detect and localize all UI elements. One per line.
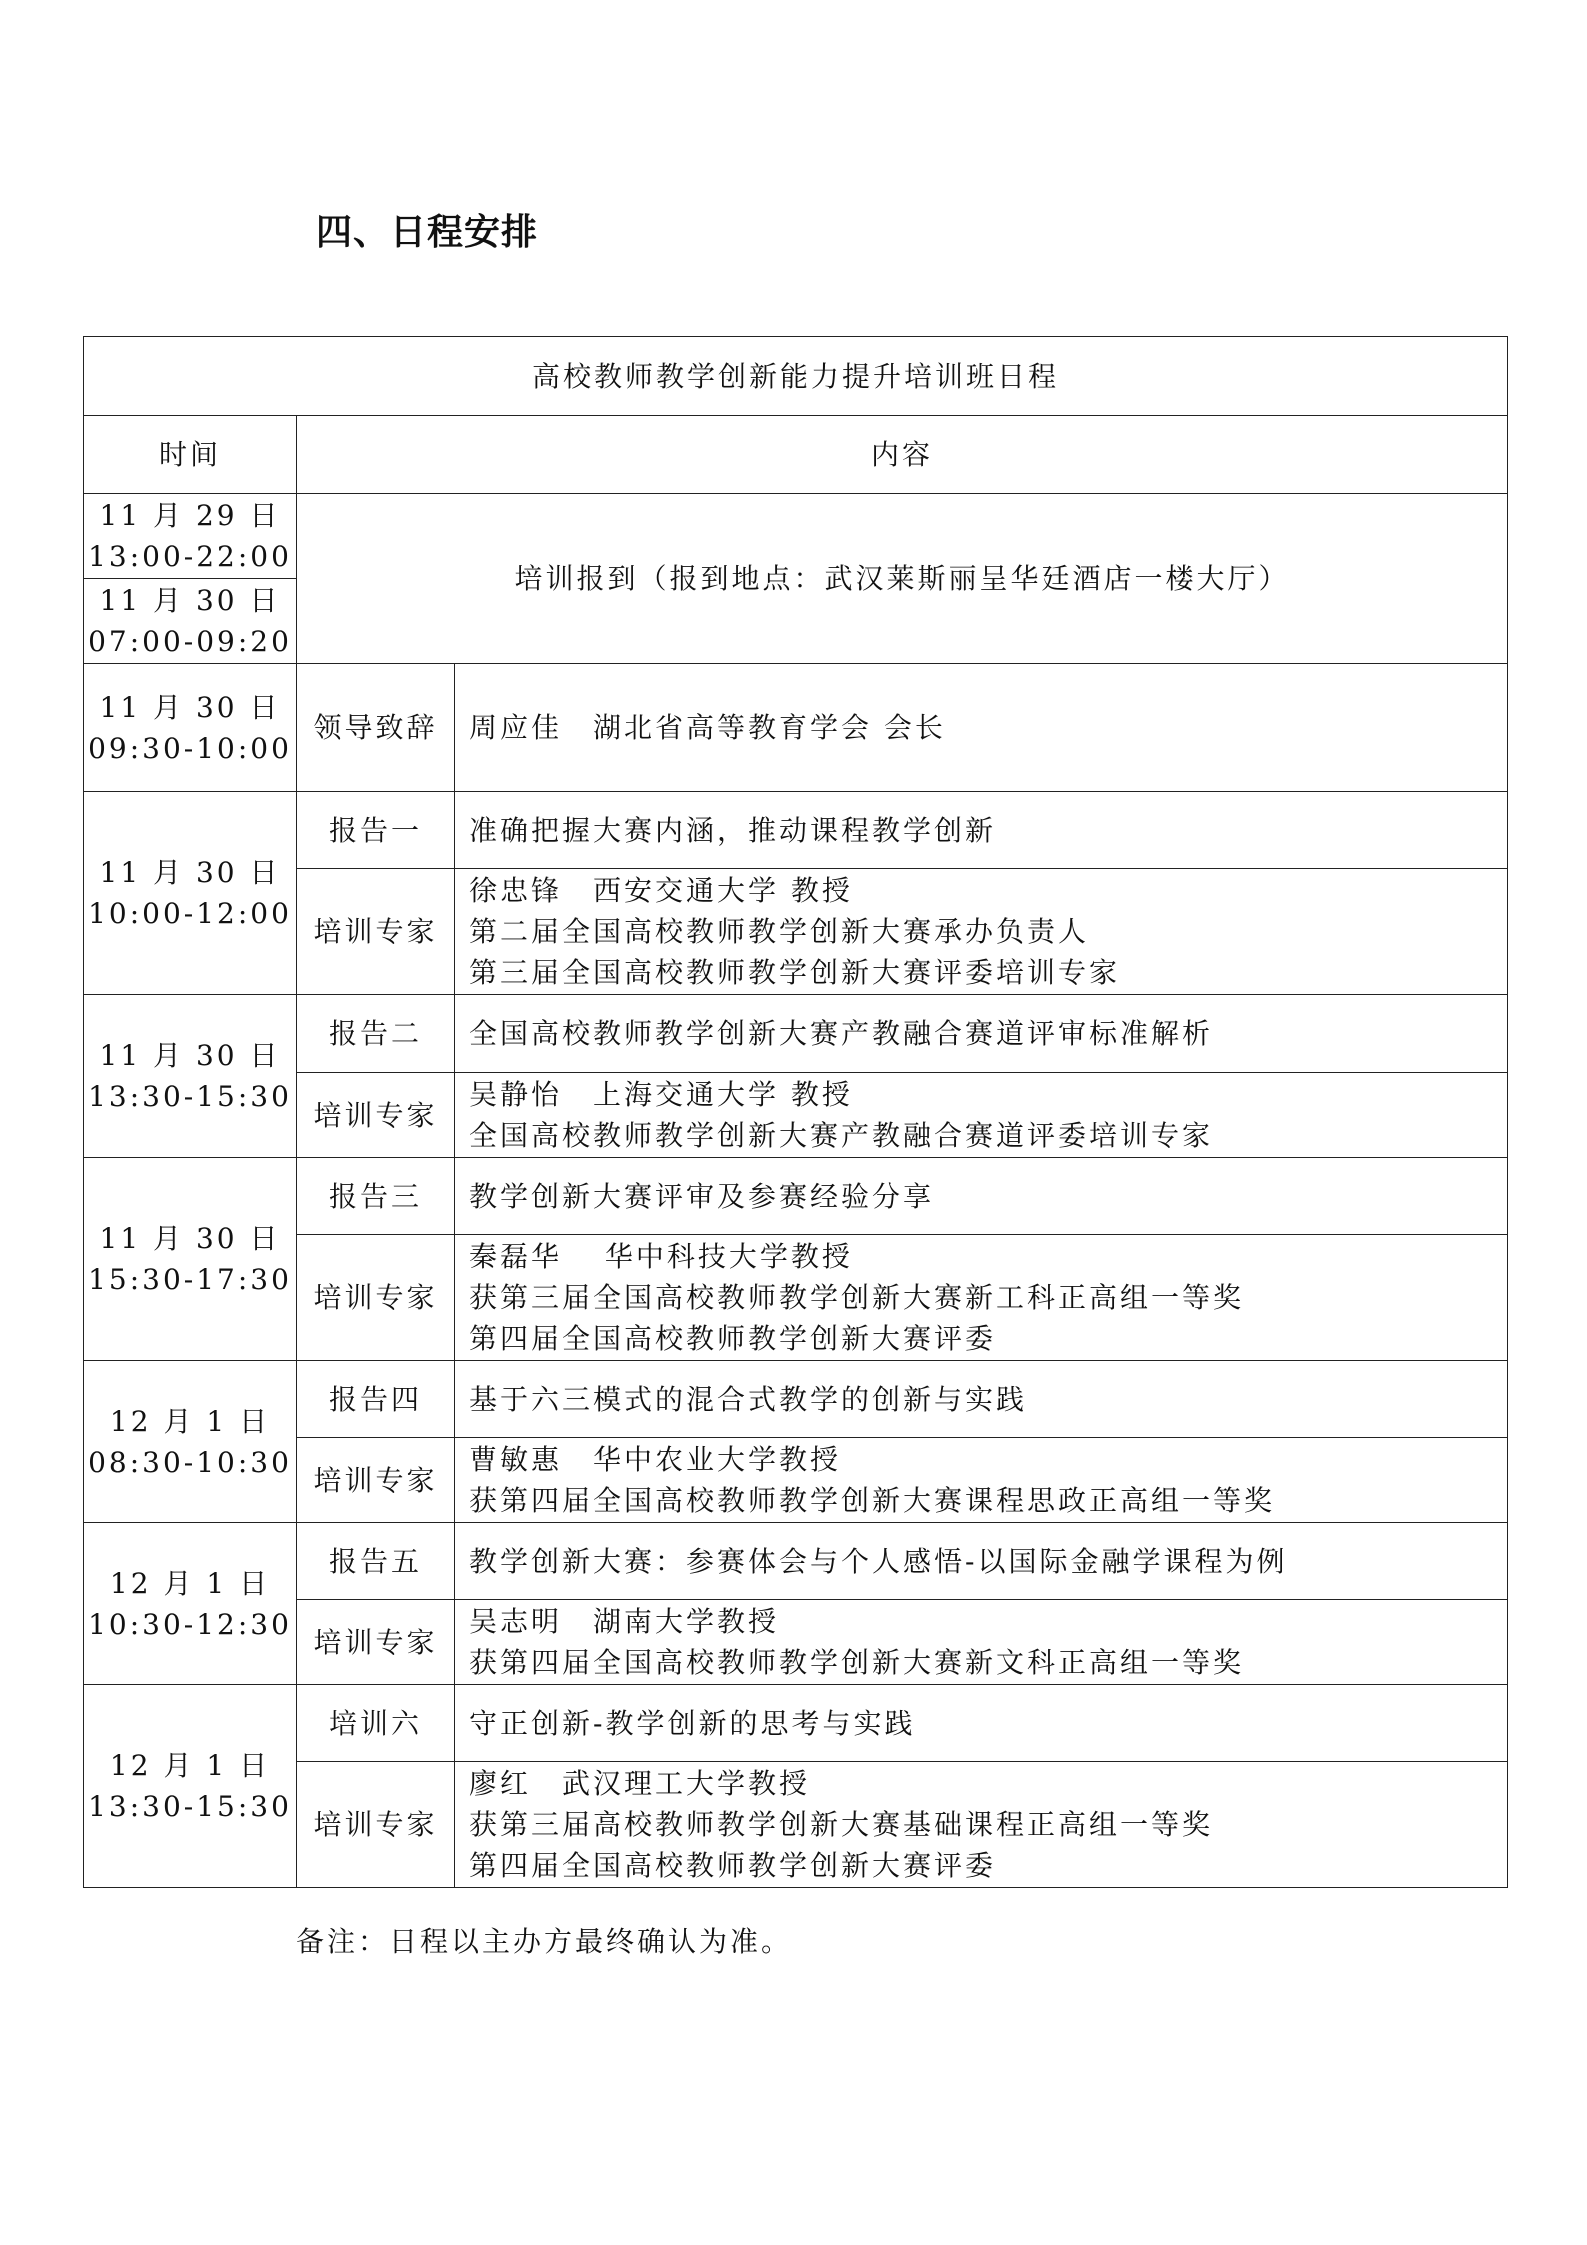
session-report-title: 教学创新大赛评审及参赛经验分享 <box>455 1158 1508 1235</box>
session-time <box>84 792 297 995</box>
session-report-title: 基于六三模式的混合式教学的创新与实践 <box>455 1361 1508 1438</box>
session-range: 08:30-10:30 <box>88 1445 292 1479</box>
expert-line: 徐忠锋 西安交通大学 教授 <box>469 874 853 907</box>
opening-content: 周应佳 湖北省高等教育学会 会长 <box>455 664 1508 792</box>
session-report-label: 报告三 <box>297 1158 455 1235</box>
registration-date-1: 11 月 29 日 <box>99 499 281 532</box>
session-date: 11 月 30 日 <box>99 856 281 889</box>
session-expert-label: 培训专家 <box>297 1235 455 1361</box>
session-expert-info <box>455 869 1508 995</box>
session-report-label: 报告四 <box>297 1361 455 1438</box>
session-report-title: 准确把握大赛内涵，推动课程教学创新 <box>455 792 1508 869</box>
opening-label: 领导致辞 <box>297 664 455 792</box>
session-expert-row <box>84 1762 1508 1888</box>
registration-content: 培训报到（报到地点：武汉莱斯丽呈华廷酒店一楼大厅） <box>297 494 1508 664</box>
schedule-table <box>83 336 1508 1888</box>
session-time <box>84 1361 297 1523</box>
session-expert-label: 培训专家 <box>297 869 455 995</box>
sessions-body <box>84 792 1508 1888</box>
expert-line: 获第三届高校教师教学创新大赛基础课程正高组一等奖 <box>469 1808 1214 1841</box>
session-report-label: 报告五 <box>297 1523 455 1600</box>
session-expert-row <box>84 1073 1508 1158</box>
session-date: 12 月 1 日 <box>109 1749 271 1782</box>
session-report-title: 全国高校教师教学创新大赛产教融合赛道评审标准解析 <box>455 995 1508 1073</box>
session-report-label: 报告二 <box>297 995 455 1073</box>
session-expert-row <box>84 1600 1508 1685</box>
expert-line: 获第四届全国高校教师教学创新大赛课程思政正高组一等奖 <box>469 1484 1276 1517</box>
header-time: 时间 <box>84 416 297 494</box>
session-expert-info <box>455 1438 1508 1523</box>
session-report-row <box>84 1158 1508 1235</box>
session-report-title: 守正创新-教学创新的思考与实践 <box>455 1685 1508 1762</box>
session-range: 10:00-12:00 <box>88 897 292 930</box>
session-report-title: 教学创新大赛：参赛体会与个人感悟-以国际金融学课程为例 <box>455 1523 1508 1600</box>
table-title: 高校教师教学创新能力提升培训班日程 <box>84 337 1508 416</box>
session-expert-label: 培训专家 <box>297 1600 455 1685</box>
footnote: 备注：日程以主办方最终确认为准。 <box>296 1925 793 1958</box>
registration-time-1 <box>84 494 297 579</box>
expert-line: 获第四届全国高校教师教学创新大赛新文科正高组一等奖 <box>469 1646 1245 1679</box>
expert-line: 第四届全国高校教师教学创新大赛评委 <box>469 1322 997 1355</box>
session-range: 13:30-15:30 <box>88 1080 292 1113</box>
session-expert-info <box>455 1073 1508 1158</box>
session-time <box>84 995 297 1158</box>
session-expert-label: 培训专家 <box>297 1762 455 1888</box>
section-heading: 四、日程安排 <box>316 212 539 253</box>
opening-range: 09:30-10:00 <box>88 731 292 765</box>
session-report-row <box>84 1523 1508 1600</box>
session-report-row <box>84 1361 1508 1438</box>
session-report-label: 报告一 <box>297 792 455 869</box>
expert-line: 曹敏惠 华中农业大学教授 <box>469 1443 842 1476</box>
header-content: 内容 <box>297 416 1508 494</box>
expert-line: 廖红 武汉理工大学教授 <box>469 1767 811 1800</box>
session-expert-row <box>84 1438 1508 1523</box>
session-expert-row <box>84 1235 1508 1361</box>
expert-line: 吴志明 湖南大学教授 <box>469 1605 780 1638</box>
expert-line: 获第三届全国高校教师教学创新大赛新工科正高组一等奖 <box>469 1281 1245 1314</box>
session-report-label: 培训六 <box>297 1685 455 1762</box>
session-expert-label: 培训专家 <box>297 1073 455 1158</box>
session-expert-info <box>455 1235 1508 1361</box>
expert-line: 第三届全国高校教师教学创新大赛评委培训专家 <box>469 956 1121 989</box>
session-time <box>84 1523 297 1685</box>
expert-line: 全国高校教师教学创新大赛产教融合赛道评委培训专家 <box>469 1119 1214 1152</box>
session-expert-info <box>455 1762 1508 1888</box>
expert-line: 第二届全国高校教师教学创新大赛承办负责人 <box>469 915 1090 948</box>
session-report-row <box>84 792 1508 869</box>
expert-line: 秦磊华 华中科技大学教授 <box>469 1240 853 1273</box>
session-date: 12 月 1 日 <box>109 1404 271 1438</box>
session-range: 15:30-17:30 <box>88 1263 292 1296</box>
opening-time <box>84 664 297 792</box>
session-date: 12 月 1 日 <box>109 1566 271 1600</box>
session-report-row <box>84 1685 1508 1762</box>
registration-range-2: 07:00-09:20 <box>88 625 292 658</box>
expert-line: 第四届全国高校教师教学创新大赛评委 <box>469 1849 997 1882</box>
session-range: 13:30-15:30 <box>88 1790 292 1823</box>
session-report-row <box>84 995 1508 1073</box>
session-date: 11 月 30 日 <box>99 1222 281 1255</box>
session-expert-row <box>84 869 1508 995</box>
session-expert-label: 培训专家 <box>297 1438 455 1523</box>
session-range: 10:30-12:30 <box>88 1607 292 1641</box>
registration-time-2 <box>84 579 297 664</box>
session-expert-info <box>455 1600 1508 1685</box>
opening-date: 11 月 30 日 <box>99 690 281 724</box>
registration-range-1: 13:00-22:00 <box>88 540 292 573</box>
session-time <box>84 1158 297 1361</box>
session-date: 11 月 30 日 <box>99 1039 281 1072</box>
session-time <box>84 1685 297 1888</box>
expert-line: 吴静怡 上海交通大学 教授 <box>469 1078 853 1111</box>
registration-date-2: 11 月 30 日 <box>99 584 281 617</box>
